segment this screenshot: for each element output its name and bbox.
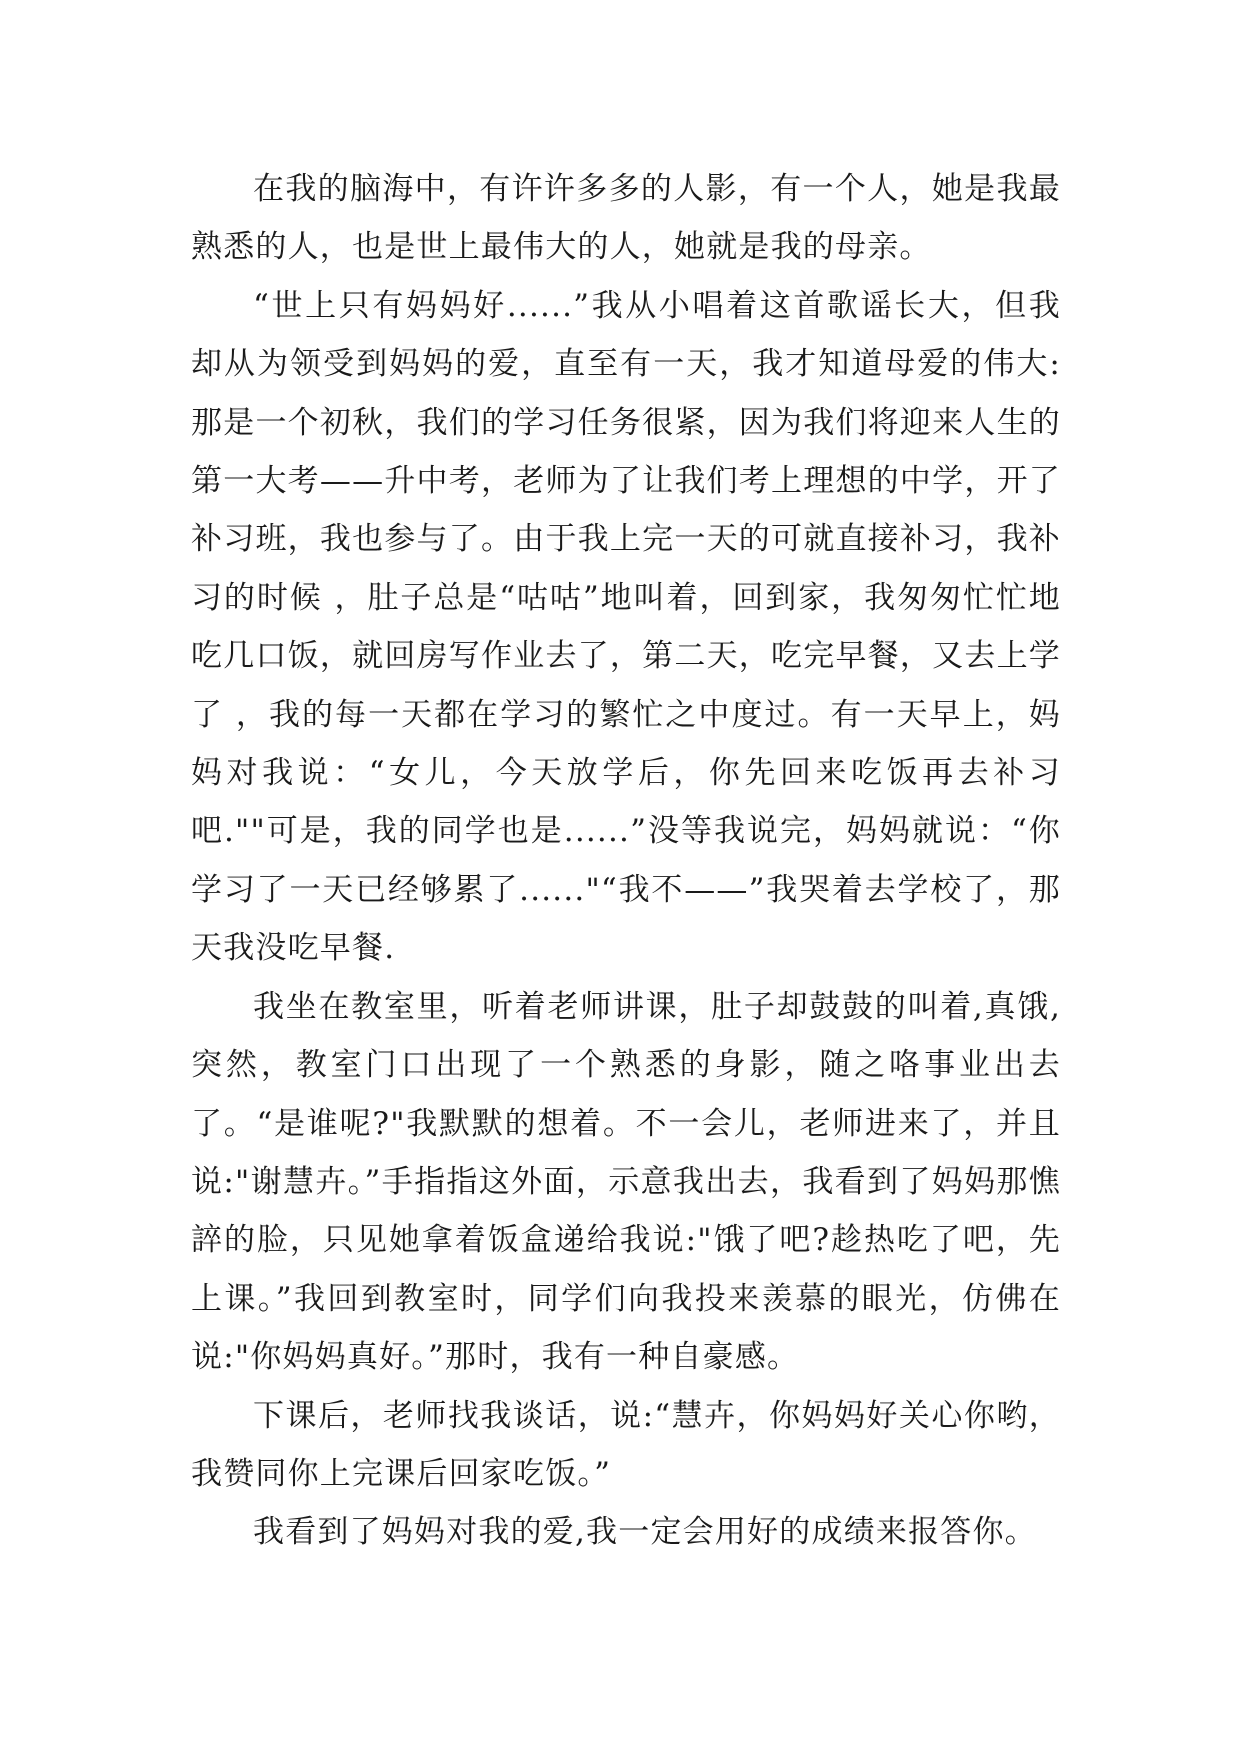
paragraph-conclusion: 我看到了妈妈对我的爱,我一定会用好的成绩来报答你。 [253,1514,1037,1551]
paragraph-classroom: 我坐在教室里，听着老师讲课，肚子却鼓鼓的叫着,真饿,突然，教室门口出现了一个熟悉的身影，随之咯事业出去了。“是谁呢?"我默默的想着。不一会儿，老师进来了，并且说:"谢慧卉。”手指指这外面，示意我出去，我看到了妈妈那憔誶的脸，只见她拿着饭盒递给我说:"饿了吧?趁热吃了吧，先上课。”我回到教室时，同学们向我投来羡慕的眼光，仿佛在说:"你妈妈真好。”那时，我有一种自豪感。 [191,988,1061,1376]
paragraph-teacher-talk: 下课后，老师找我谈话，说:“慧卉，你妈妈好关心你哟，我赞同你上完课后回家吃饭。” [191,1397,1061,1492]
essay-body [191,160,1061,1562]
paragraph-morning-story: “世上只有妈妈好......”我从小唱着这首歌谣长大，但我却从为领受到妈妈的爱，直至有一天，我才知道母爱的伟大:那是一个初秋，我们的学习任务很紧，因为我们将迎来人生的第一大考——升中考，老师为了让我们考上理想的中学，开了补习班，我也参与了。由于我上完一天的可就直接补习，我补习的时候 ，肚子总是“咕咕”地叫着，回到家，我匆匆忙忙地吃几口饭，就回房写作业去了，第二天，吃完早餐，又去上学了 ，我的每一天都在学习的繁忙之中度过。有一天早上，妈妈对我说：“女儿，今天放学后，你先回来吃饭再去补习吧.""可是，我的同学也是......”没等我说完，妈妈就说：“你学习了一天已经够累了......"“我不——”我哭着去学校了，那天我没吃早餐. [191,287,1061,967]
paragraph-intro: 在我的脑海中，有许许多多的人影，有一个人，她是我最熟悉的人，也是世上最伟大的人，她就是我的母亲。 [191,171,1061,266]
